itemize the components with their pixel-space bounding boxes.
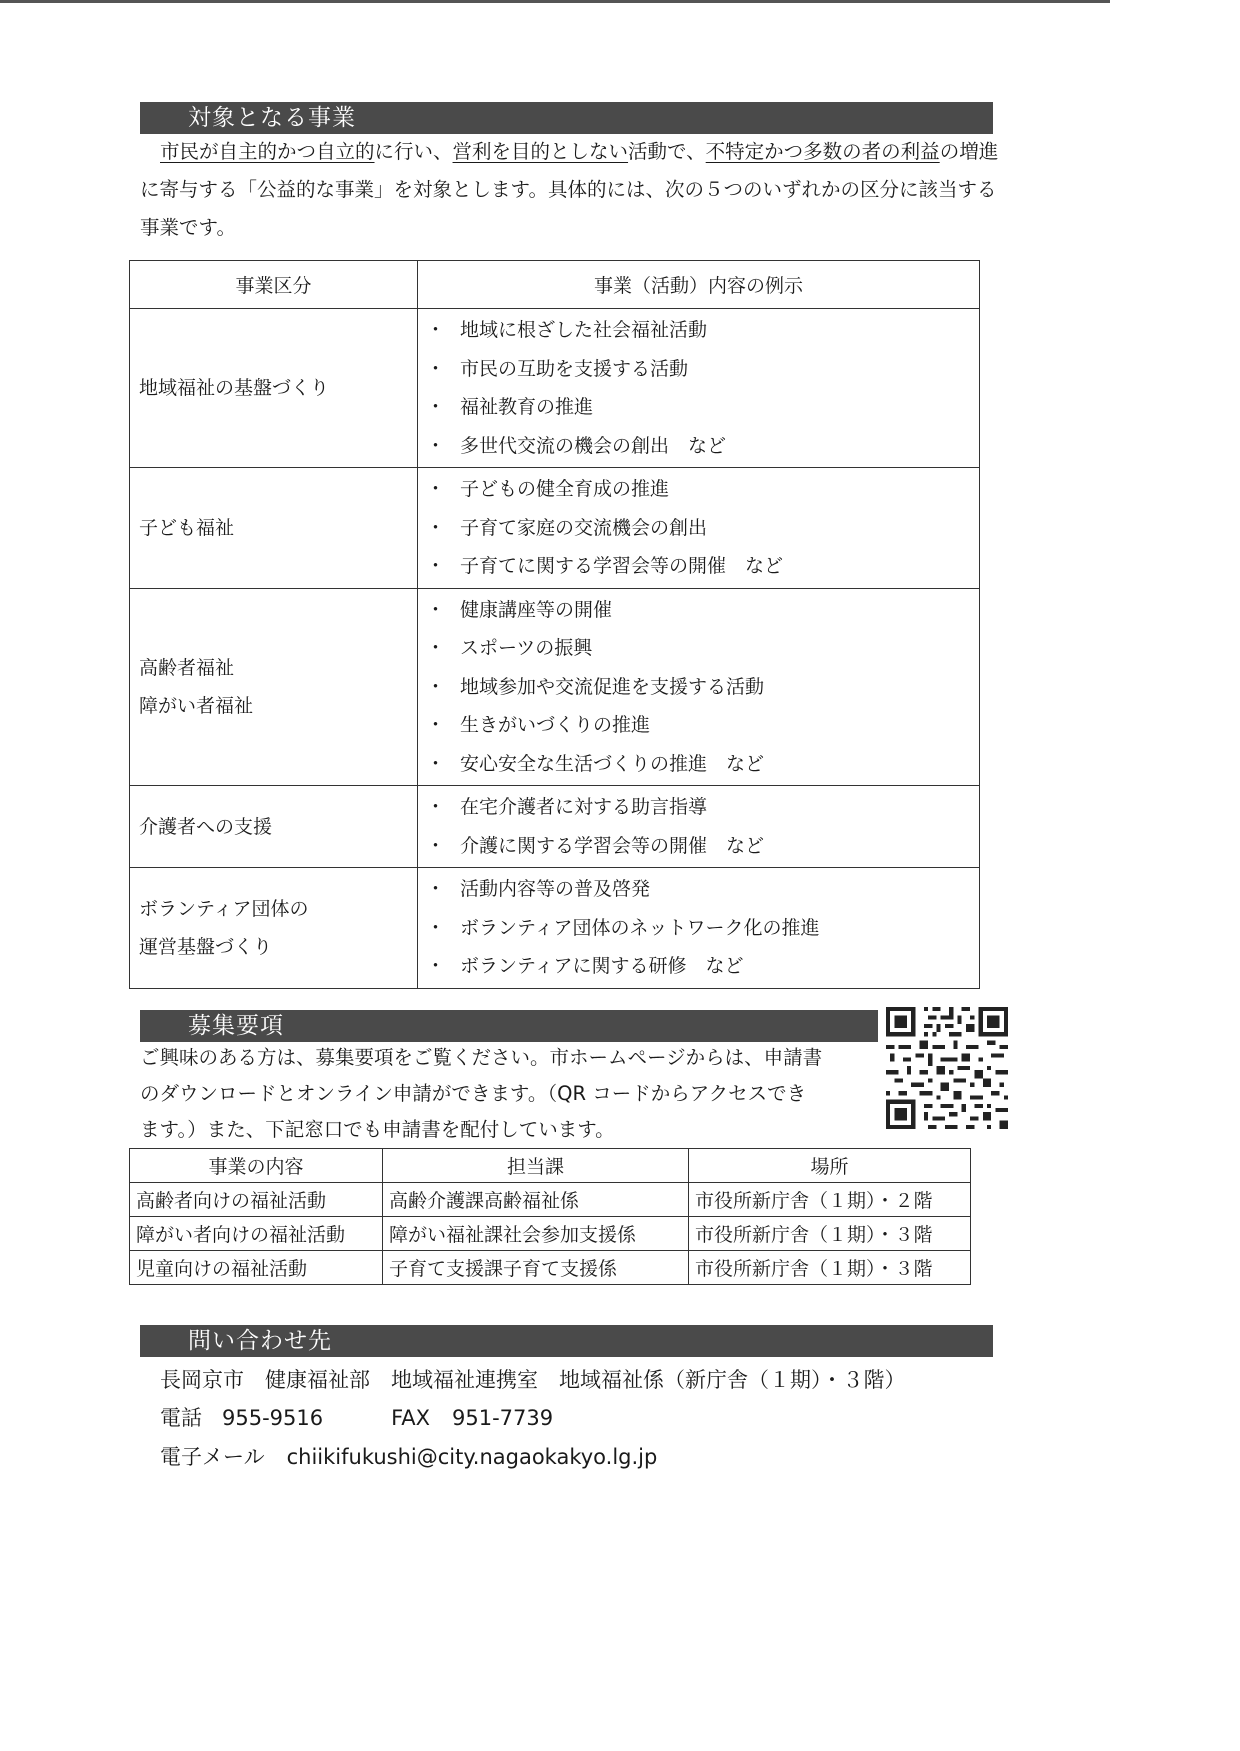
business-category-table	[129, 260, 980, 989]
category-label: 子ども福祉	[139, 516, 235, 539]
table-cell: 市役所新庁舎（１期）・２階	[689, 1183, 971, 1217]
text-line: ご興味のある方は、募集要項をご覧ください。市ホームページからは、申請書	[140, 1046, 823, 1069]
table-cell: 障がい福祉課社会参加支援係	[383, 1217, 689, 1251]
list-item: ・ 生きがいづくりの推進	[418, 706, 979, 745]
underlined-phrase-1: 市民が自主的かつ自立的	[160, 140, 375, 163]
examples-cell	[418, 468, 980, 589]
header-department: 担当課	[383, 1149, 689, 1183]
category-label: 介護者への支援	[139, 815, 273, 838]
header-content: 事業の内容	[130, 1149, 383, 1183]
table-row	[130, 1217, 971, 1251]
list-item: ・ 多世代交流の機会の創出 など	[418, 427, 979, 466]
list-item: ・ ボランティア団体のネットワーク化の推進	[418, 909, 979, 948]
header-examples: 事業（活動）内容の例示	[418, 261, 980, 309]
section-heading-recruitment	[140, 1010, 878, 1042]
list-item: ・ 福祉教育の推進	[418, 388, 979, 427]
table-row	[130, 786, 980, 868]
table-cell: 高齢介護課高齢福祉係	[383, 1183, 689, 1217]
section-heading-text: 募集要項	[188, 1013, 284, 1039]
category-cell	[130, 868, 418, 989]
list-item: ・ 地域参加や交流促進を支援する活動	[418, 668, 979, 707]
category-cell	[130, 786, 418, 868]
table-row	[130, 1183, 971, 1217]
contact-office: 長岡京市 健康福祉部 地域福祉連携室 地域福祉係（新庁舎（１期）・３階）	[160, 1368, 906, 1392]
category-label: 地域福祉の基盤づくり	[139, 377, 330, 399]
underlined-phrase-3: 不特定かつ多数の者の利益	[705, 140, 940, 163]
list-item: ・ 活動内容等の普及啓発	[418, 870, 979, 909]
table-cell: 児童向けの福祉活動	[130, 1251, 383, 1285]
section-heading-target	[140, 102, 993, 134]
list-item: ・ 地域に根ざした社会福祉活動	[418, 311, 979, 350]
list-item: ・ 在宅介護者に対する助言指導	[418, 788, 979, 827]
phone-label: 電話	[160, 1406, 202, 1430]
table-row	[130, 468, 980, 589]
contact-email	[160, 1441, 657, 1471]
category-cell	[130, 309, 418, 468]
text-fragment: 活動で、	[628, 140, 706, 163]
list-item: ・ 安心安全な生活づくりの推進 など	[418, 745, 979, 784]
text-fragment: の増進に寄与する「公益的な事業」を対象とします。具体的には、次の５つのいずれかの区分に該当する事業です。	[140, 140, 999, 239]
table-row	[130, 868, 980, 989]
list-item: ・ 健康講座等の開催	[418, 591, 979, 630]
table-row	[130, 588, 980, 786]
category-label: 障がい者福祉	[139, 694, 254, 717]
section-heading-text: 問い合わせ先	[188, 1328, 332, 1354]
category-cell	[130, 588, 418, 786]
email-label: 電子メール	[160, 1445, 265, 1469]
table-row	[130, 1251, 971, 1285]
examples-cell	[418, 868, 980, 989]
list-item: ・ 介護に関する学習会等の開催 など	[418, 827, 979, 866]
contact-phone-fax	[160, 1402, 553, 1432]
table-row	[130, 309, 980, 468]
text-line: のダウンロードとオンライン申請ができます。（QR コードからアクセスでき	[140, 1082, 807, 1105]
table-cell: 市役所新庁舎（１期）・３階	[689, 1251, 971, 1285]
table-cell: 子育て支援課子育て支援係	[383, 1251, 689, 1285]
target-description	[140, 133, 1000, 247]
list-item: ・ 子育て家庭の交流機会の創出	[418, 509, 979, 548]
category-cell	[130, 468, 418, 589]
table-header-row	[130, 1149, 971, 1183]
examples-cell	[418, 786, 980, 868]
underlined-phrase-2: 営利を目的としない	[452, 140, 629, 163]
list-item: ・ ボランティアに関する研修 など	[418, 947, 979, 986]
header-category: 事業区分	[130, 261, 418, 309]
fax-number: 951-7739	[452, 1406, 554, 1430]
table-header-row	[130, 261, 980, 309]
table-cell: 高齢者向けの福祉活動	[130, 1183, 383, 1217]
examples-cell	[418, 309, 980, 468]
list-item: ・ スポーツの振興	[418, 629, 979, 668]
list-item: ・ 子育てに関する学習会等の開催 など	[418, 547, 979, 586]
text-line: ます。）また、下記窓口でも申請書を配付しています。	[140, 1118, 615, 1141]
list-item: ・ 市民の互助を支援する活動	[418, 350, 979, 389]
phone-number[interactable]: 955-9516	[222, 1406, 324, 1430]
header-location: 場所	[689, 1149, 971, 1183]
qr-code-icon[interactable]	[886, 1007, 1008, 1129]
section-heading-contact	[140, 1325, 993, 1357]
section-heading-text: 対象となる事業	[188, 105, 356, 131]
table-cell: 障がい者向けの福祉活動	[130, 1217, 383, 1251]
top-border-line	[0, 0, 1110, 3]
list-item: ・ 子どもの健全育成の推進	[418, 470, 979, 509]
table-cell: 市役所新庁舎（１期）・３階	[689, 1217, 971, 1251]
category-label: 高齢者福祉	[139, 656, 235, 679]
examples-cell	[418, 588, 980, 786]
fax-label: FAX	[391, 1406, 431, 1430]
text-fragment: に行い、	[374, 140, 453, 163]
contact-window-table	[129, 1148, 971, 1285]
category-label: ボランティア団体の	[139, 897, 309, 920]
recruitment-description	[140, 1040, 880, 1148]
email-address[interactable]: chiikifukushi@city.nagaokakyo.lg.jp	[286, 1445, 658, 1469]
category-label: 運営基盤づくり	[139, 935, 273, 958]
